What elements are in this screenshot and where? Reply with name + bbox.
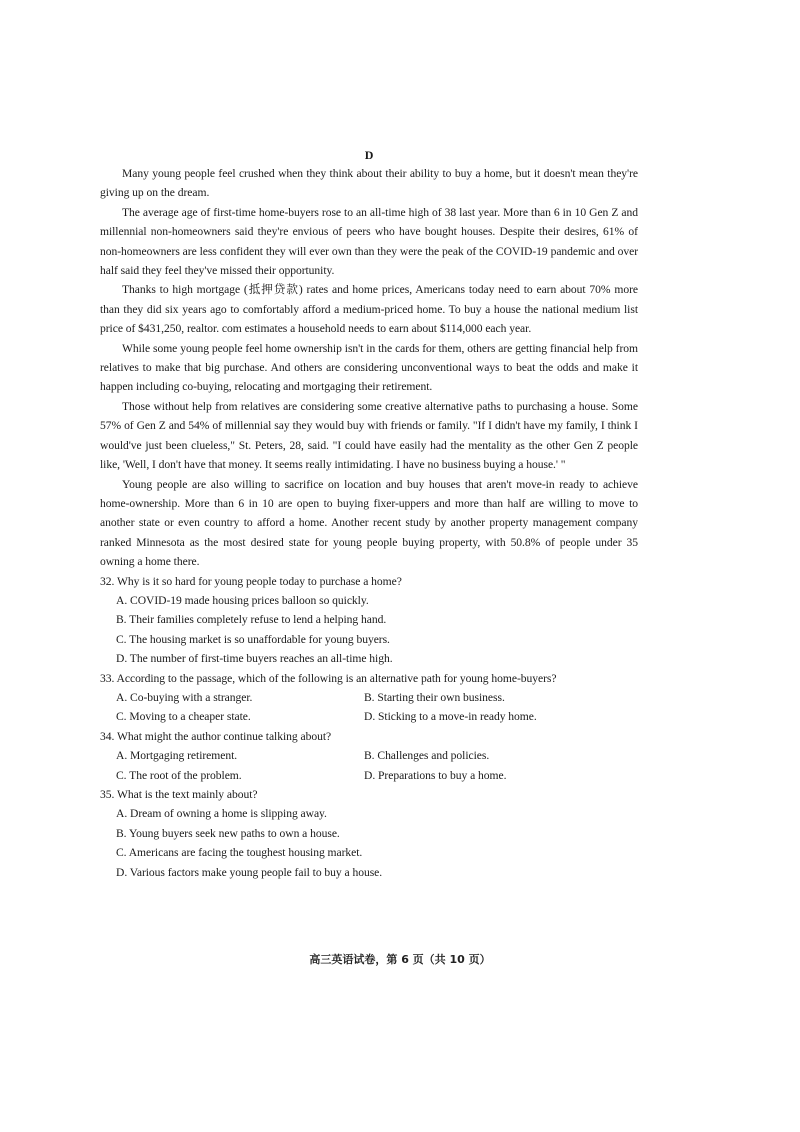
question-34 [100,727,638,785]
option-c: C. Moving to a cheaper state. [116,710,251,724]
section-label: D [364,148,374,162]
option-d: D. The number of first-time buyers reaches an all-time high. [116,652,393,666]
page-footer: 高三英语试卷，第 6 页（共 10 页） [309,953,491,966]
question-stem: 35. What is the text mainly about? [100,788,258,801]
passage-paragraph-5: Those without help from relatives are considering some creative alternative paths to purchasing a house. Some 57% of Gen Z and 54% of millennial say they would buy with friends or family. "If I didn't have my family, I think I would've just been clueless," St. Peters, 28, said. "I could have easily had the mentality as the other Gen Z people like, 'Well, I don't have that money. It seems really intimidating. I have no business buying a house.' " [100,399,638,472]
option-b: B. Their families completely refuse to lend a helping hand. [116,613,387,627]
option-a: A. Dream of owning a home is slipping away. [116,807,327,821]
question-stem: 34. What might the author continue talking about? [100,729,332,743]
option-b: B. Young buyers seek new paths to own a house. [116,826,340,840]
passage-paragraph-4: While some young people feel home ownership isn't in the cards for them, others are getting financial help from relatives to make that big purchase. And others are considering unconventional ways to beat the odds and make it happen including co-buying, relocating and mortgaging their retirement. [100,341,638,394]
option-row [116,707,638,726]
question-32 [100,572,638,669]
question-33 [100,669,638,727]
option-c: C. The housing market is so unaffordable for young buyers. [116,632,390,646]
option-c: C. The root of the problem. [116,768,242,782]
option-d: D. Sticking to a move-in ready home. [364,710,537,724]
option-d: D. Preparations to buy a home. [364,768,507,782]
passage-paragraph-2: The average age of first-time home-buyers rose to an all-time high of 38 last year. More than 6 in 10 Gen Z and millennial non-homeowners said they're envious of peers who have bought houses. Despite their desires, 61% of non-homeowners are less confident they will ever own than they were the peak of the COVID-19 pandemic and over half said they feel they've missed their opportunity. [100,205,638,278]
question-stem: 33. According to the passage, which of the following is an alternative path for young home-buyers? [100,671,557,685]
passage-paragraph-3: Thanks to high mortgage (抵押贷款) rates and home prices, Americans today need to earn about 70% more than they did six years ago to comfortably afford a medium-priced home. To buy a house the national medium list price of $431,250, realtor. com estimates a household needs to earn about $114,000 each year. [100,283,638,336]
question-35 [100,785,638,882]
option-a: A. Co-buying with a stranger. [116,690,253,704]
option-a: A. COVID-19 made housing prices balloon so quickly. [116,593,369,607]
question-stem: 32. Why is it so hard for young people today to purchase a home? [100,574,402,588]
option-b: B. Challenges and policies. [364,749,490,763]
option-row [116,688,638,707]
passage-paragraph-1: Many young people feel crushed when they think about their ability to buy a home, but it doesn't mean they're giving up on the dream. [100,167,638,200]
option-b: B. Starting their own business. [364,690,505,704]
option-row [116,746,638,765]
exam-page [100,146,638,882]
option-c: C. Americans are facing the toughest housing market. [116,846,363,860]
option-a: A. Mortgaging retirement. [116,749,238,763]
option-d: D. Various factors make young people fail to buy a house. [116,865,383,879]
option-row [116,766,638,785]
passage-paragraph-6: Young people are also willing to sacrifice on location and buy houses that aren't move-in ready to achieve home-ownership. More than 6 in 10 are open to buying fixer-uppers and more than half are willing to move to another state or even country to afford a home. Another recent study by another property management company ranked Minnesota as the most desired state for young people buying property, with 50.8% of people under 35 owning a home there. [100,477,638,569]
